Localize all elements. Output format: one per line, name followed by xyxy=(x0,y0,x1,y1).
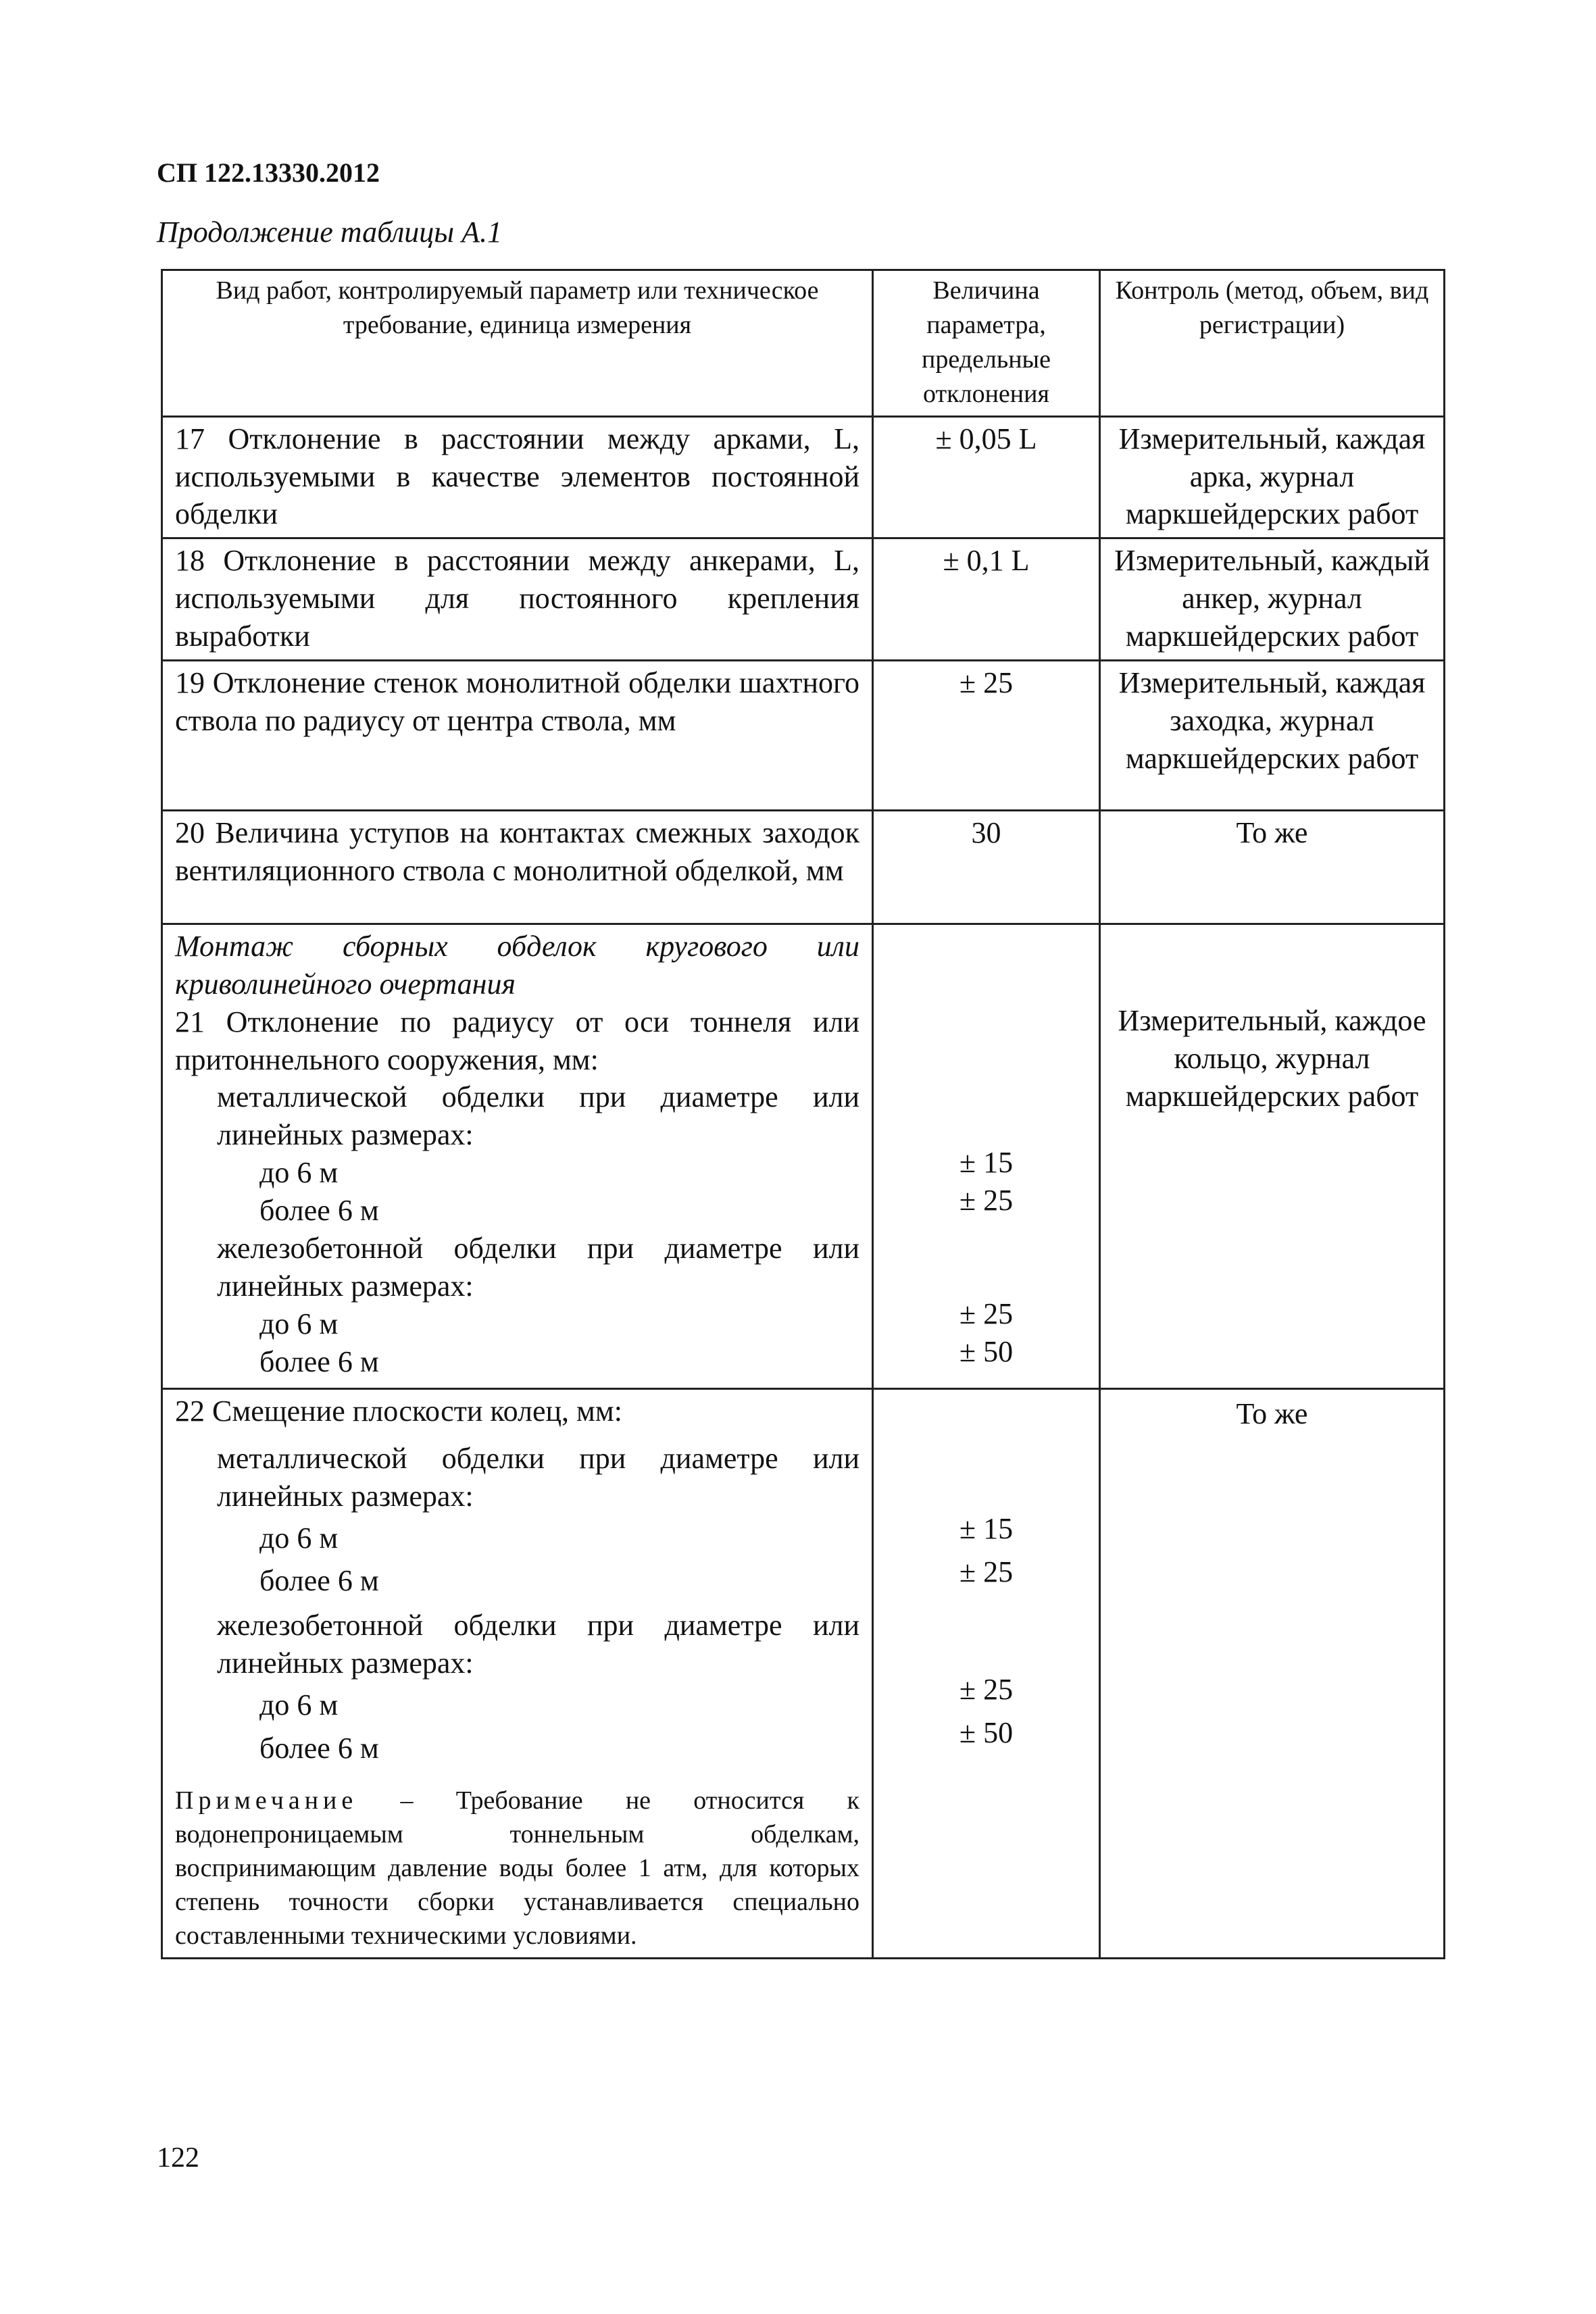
table-row xyxy=(162,416,1445,538)
row-22-concrete-upto: до 6 м xyxy=(259,1688,339,1721)
row-21-metal-over: более 6 м xyxy=(259,1194,379,1227)
row-22-value-concrete-upto: ± 25 xyxy=(959,1672,1014,1706)
row-19-value: ± 25 xyxy=(873,660,1100,810)
tolerance-table xyxy=(161,269,1445,1959)
row-21-control: Измерительный, каждое кольцо, журнал маркшейдерских работ xyxy=(1118,1003,1426,1113)
note-text: – Требование не относится к водонепроницаемым тоннельным обделкам, воспринимающим давление воды более 1 атм, для которых степень точности сборки устанавливается специально составленными техническими условиями. xyxy=(175,1786,859,1951)
row-22-text-cell xyxy=(162,1388,873,1958)
row-22-concrete-label: железобетонной обделки при диаметре или линейных размерах: xyxy=(217,1609,859,1680)
header-control: Контроль (метод, объем, вид регистрации) xyxy=(1100,270,1445,417)
row-21-value-metal-over: ± 25 xyxy=(959,1183,1014,1217)
section-title: Монтаж сборных обделок кругового или криволинейного очертания xyxy=(175,929,859,1001)
table-row xyxy=(162,1388,1445,1958)
row-18-text: 18 Отклонение в расстоянии между анкерами, L, используемыми для постоянного крепления выработки xyxy=(162,538,873,661)
row-19-text: 19 Отклонение стенок монолитной обделки шахтного ствола по радиусу от центра ствола, мм xyxy=(162,660,873,810)
row-17-control: Измерительный, каждая арка, журнал маркшейдерских работ xyxy=(1100,416,1445,538)
table-header-row xyxy=(162,270,1445,417)
row-22-note xyxy=(175,1784,859,1953)
row-20-text: 20 Величина уступов на контактах смежных заходок вентиляционного ствола с монолитной обделкой, мм xyxy=(162,810,873,924)
row-20-value: 30 xyxy=(873,810,1100,924)
row-22-value-metal-upto: ± 15 xyxy=(959,1511,1014,1545)
row-21-metal-upto: до 6 м xyxy=(259,1156,339,1190)
row-21-concrete-upto: до 6 м xyxy=(259,1307,339,1340)
table-caption: Продолжение таблицы А.1 xyxy=(157,216,502,249)
row-21-values-cell xyxy=(873,924,1100,1388)
row-22-metal-over: более 6 м xyxy=(259,1564,379,1598)
row-21-control-cell xyxy=(1100,924,1445,1388)
row-22-value-concrete-over: ± 50 xyxy=(959,1715,1014,1749)
row-17-value: ± 0,05 L xyxy=(873,416,1100,538)
row-18-value: ± 0,1 L xyxy=(873,538,1100,661)
header-parameter-value: Величина параметра, предельные отклонения xyxy=(873,270,1100,417)
row-21-concrete-label: железобетонной обделки при диаметре или линейных размерах: xyxy=(217,1231,859,1303)
row-20-control: То же xyxy=(1100,810,1445,924)
row-21-text-cell xyxy=(162,924,873,1388)
table-row xyxy=(162,538,1445,661)
row-21-value-concrete-over: ± 50 xyxy=(959,1334,1014,1368)
row-21-concrete-over: более 6 м xyxy=(259,1344,379,1378)
row-21-text: 21 Отклонение по радиусу от оси тоннеля или притоннельного сооружения, мм: xyxy=(175,1005,859,1076)
row-22-metal-label: металлической обделки при диаметре или линейных размерах: xyxy=(217,1441,859,1513)
row-18-control: Измерительный, каждый анкер, журнал маркшейдерских работ xyxy=(1100,538,1445,661)
table-row xyxy=(162,660,1445,810)
row-17-text: 17 Отклонение в расстоянии между арками, L, используемыми в качестве элементов постоянной обделки xyxy=(162,416,873,538)
table-row xyxy=(162,924,1445,1388)
document-code: СП 122.13330.2012 xyxy=(157,157,380,188)
row-22-value-metal-over: ± 25 xyxy=(959,1555,1014,1588)
row-21-metal-label: металлической обделки при диаметре или линейных размерах: xyxy=(217,1080,859,1152)
row-22-concrete-over: более 6 м xyxy=(259,1731,379,1765)
header-work-type: Вид работ, контролируемый параметр или техническое требование, единица измерения xyxy=(162,270,873,417)
row-19-control: Измерительный, каждая заходка, журнал маркшейдерских работ xyxy=(1100,660,1445,810)
row-22-values-cell xyxy=(873,1388,1100,1958)
table-row xyxy=(162,810,1445,924)
page-number: 122 xyxy=(157,2142,199,2173)
row-22-metal-upto: до 6 м xyxy=(259,1521,339,1555)
row-22-control-cell xyxy=(1100,1388,1445,1958)
row-22-control: То же xyxy=(1236,1397,1308,1430)
note-label: Примечание xyxy=(175,1786,358,1815)
row-22-text: 22 Смещение плоскости колец, мм: xyxy=(175,1394,622,1428)
row-21-value-concrete-upto: ± 25 xyxy=(959,1297,1014,1330)
row-21-value-metal-upto: ± 15 xyxy=(959,1145,1014,1179)
